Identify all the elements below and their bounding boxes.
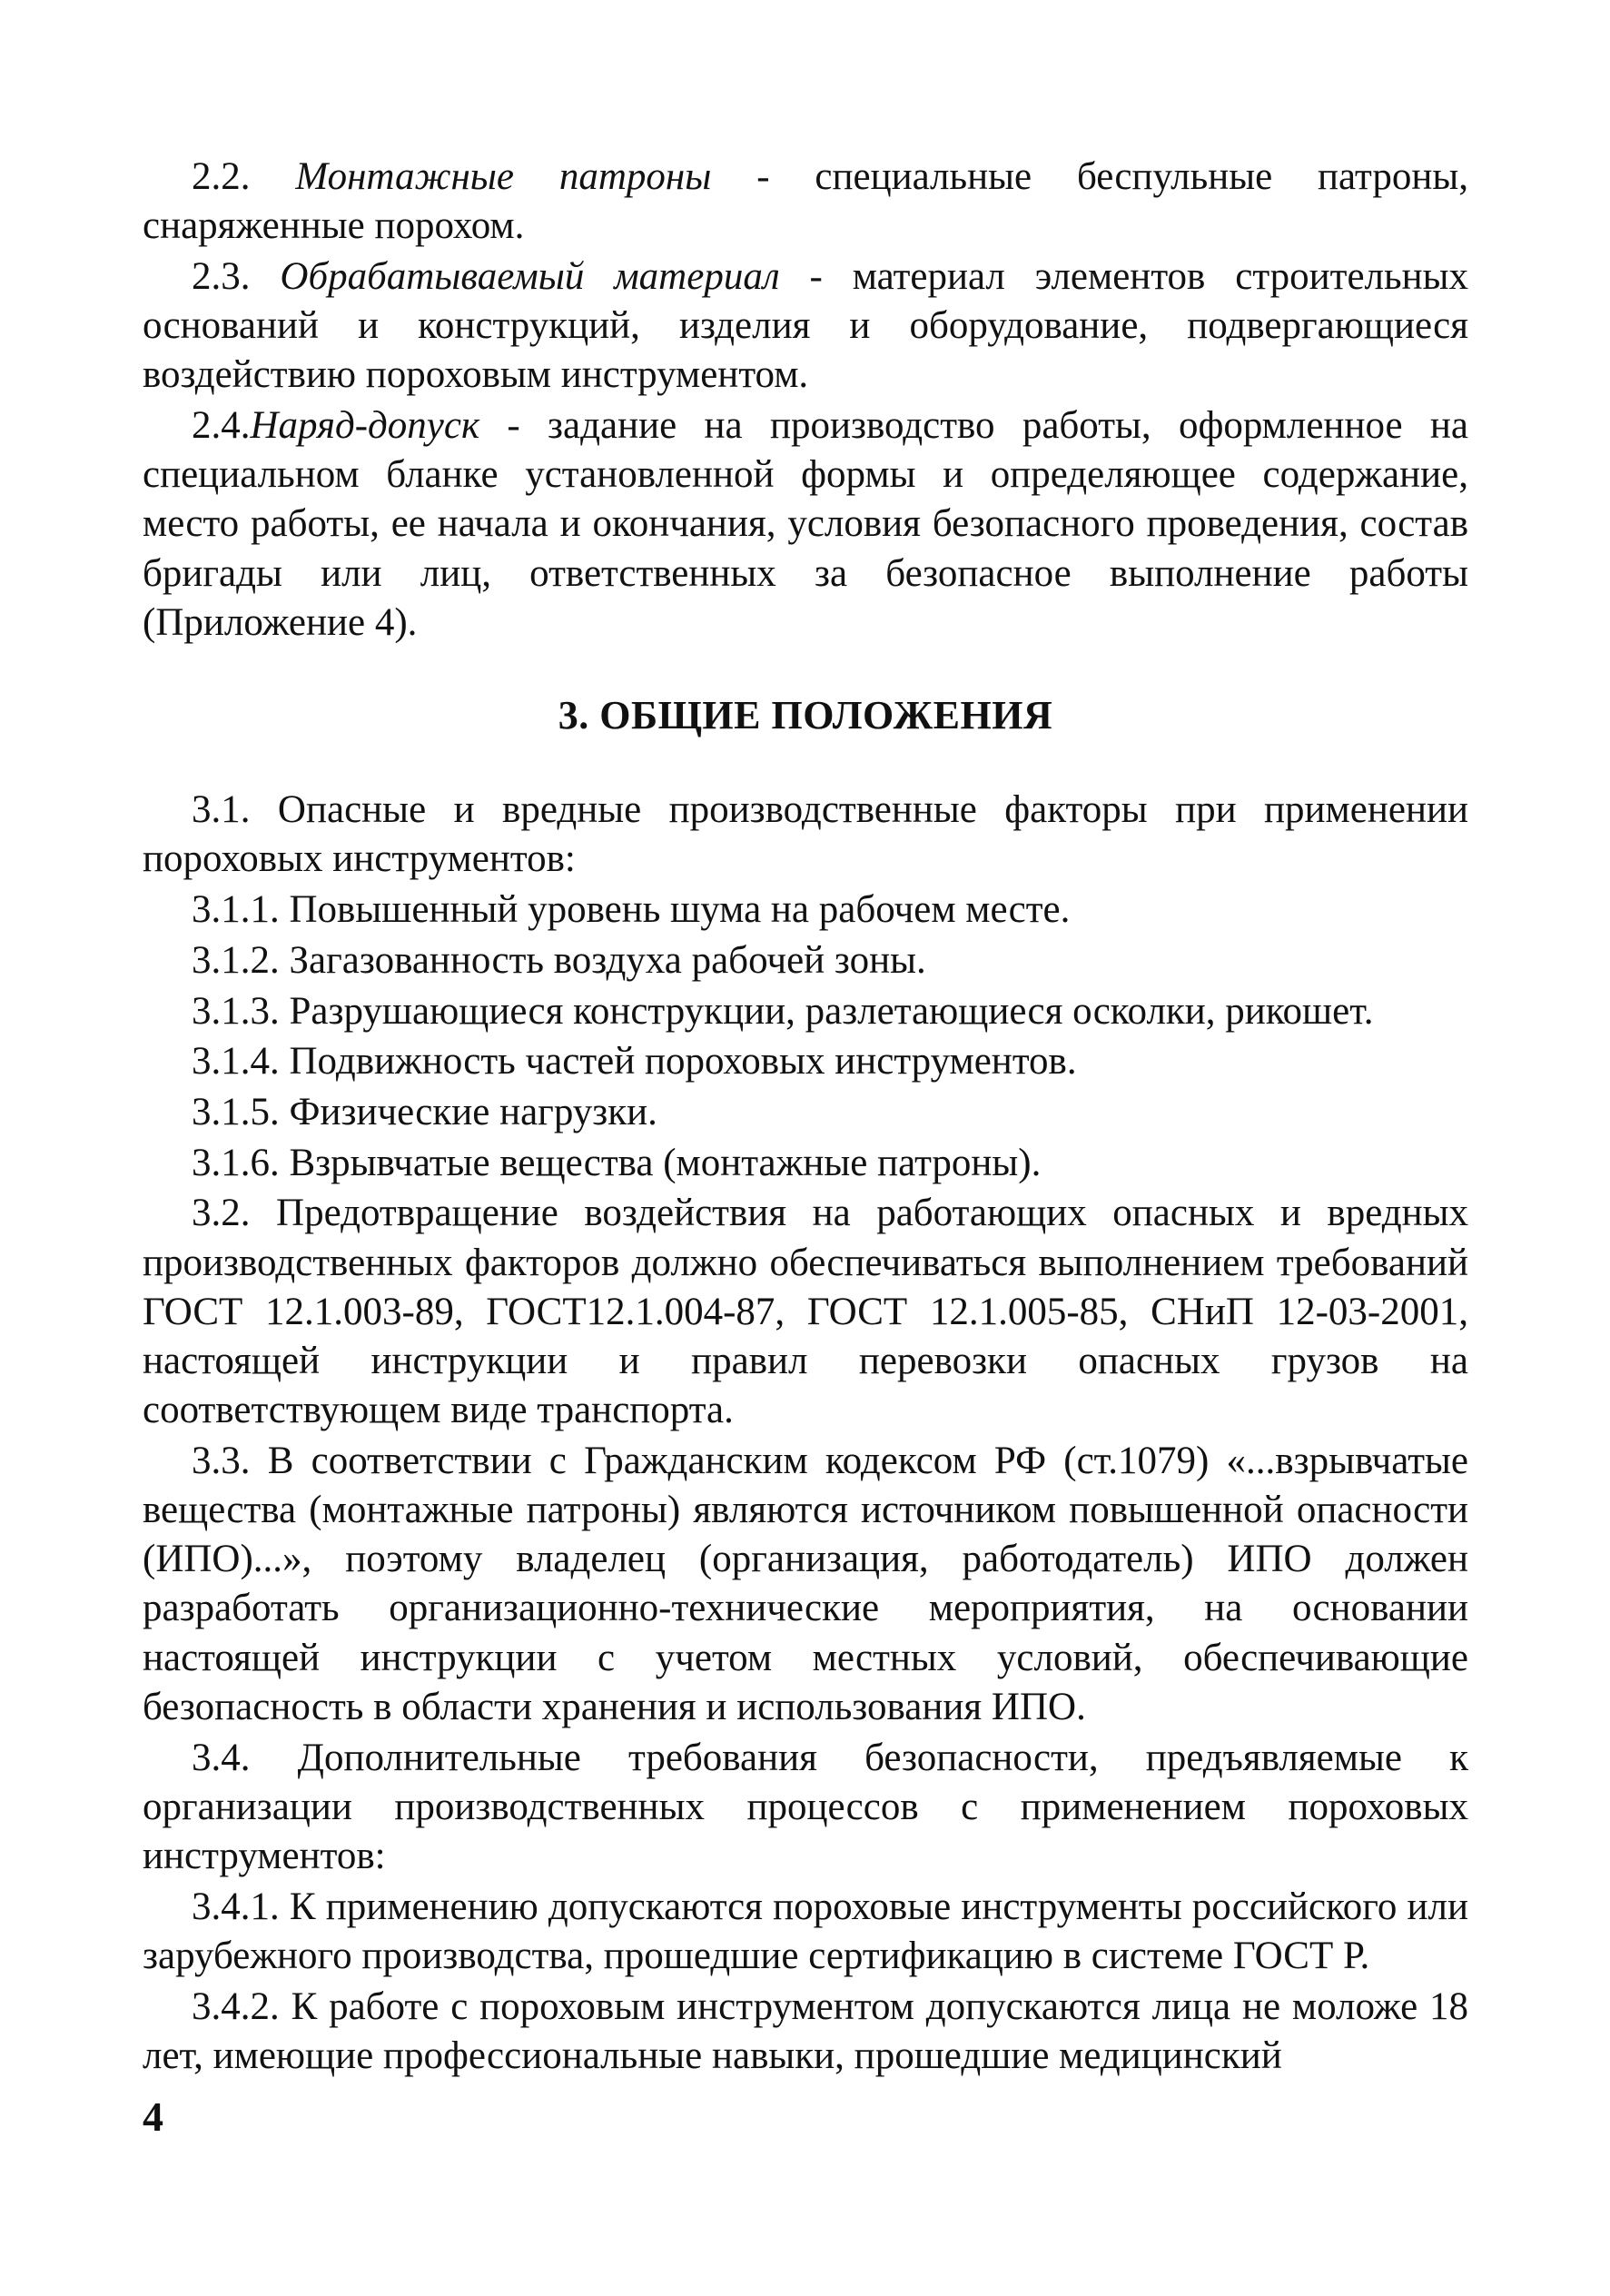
paragraph-3-1-6: 3.1.6. Взрывчатые вещества (монтажные патроны). [192,1141,1042,1184]
definition-term: Монтажные патроны [295,155,712,198]
paragraph-3-2: 3.2. Предотвращение воздействия на работающих опасных и вредных производственных факторов должно обеспечиваться выполнением требований ГОСТ 12.1.003-89, ГОСТ12.1.004-87, ГОСТ 12.1.005-85, СНиП 12-03-2001, настоящей инструкции и правил перевозки опасных грузов на соответствующем виде транспорта. [143,1192,1468,1432]
paragraph-3-4-1: 3.4.1. К применению допускаются пороховые инструменты российского или зарубежного производства, прошедшие сертификацию в системе ГОСТ Р. [143,1885,1468,1977]
paragraph-3-4-2: 3.4.2. К работе с пороховым инструментом допускаются лица не моложе 18 лет, имеющие профессиональные навыки, прошедшие медицинский [143,1984,1468,2077]
paragraph-3-4: 3.4. Дополнительные требования безопасности, предъявляемые к организации производственных процессов с применением пороховых инструментов: [143,1736,1468,1877]
paragraph-3-1: 3.1. Опасные и вредные производственные факторы при применении пороховых инструментов: [143,788,1468,881]
paragraph-3-1-4: 3.1.4. Подвижность частей пороховых инструментов. [192,1040,1077,1084]
page-number: 4 [143,2093,163,2140]
paragraph-3-3: 3.3. В соответствии с Гражданским кодексом РФ (ст.1079) «...взрывчатые вещества (монтажные патроны) являются источником повышенной опасности (ИПО)...», поэтому владелец (организация, работодатель) ИПО должен разработать организационно-технические мероприятия, на основании настоящей инструкции с учетом местных условий, обеспечивающие безопасность в области хранения и использования ИПО. [143,1439,1468,1728]
section-heading: 3. ОБЩИЕ ПОЛОЖЕНИЯ [558,693,1053,738]
paragraph-3-1-1: 3.1.1. Повышенный уровень шума на рабочем месте. [192,888,1071,932]
definition-text: - материал элементов строительных оснований и конструкций, изделия и оборудование, подвергающиеся воздействию пороховым инструментом. [143,254,1469,397]
definition-2-3 [143,252,1468,401]
paragraph-3-1-3: 3.1.3. Разрушающиеся конструкции, разлетающиеся осколки, рикошет. [192,989,1374,1033]
definition-number: 2.2. [192,155,251,198]
paragraph-3-1-5: 3.1.5. Физические нагрузки. [192,1090,657,1133]
definition-term: Обрабатываемый материал [280,254,780,298]
definition-term: Наряд-допуск [250,404,480,448]
document-page [143,153,1468,2081]
definition-number: 2.3. [192,254,251,298]
definition-text: - специальные беспульные патроны, снаряженные порохом. [143,155,1468,248]
definition-number: 2.4. [192,404,251,448]
definition-text: - задание на производство работы, оформленное на специальном бланке установленной формы и определяющее содержание, место работы, ее начала и окончания, условия безопасного проведения, состав бригады или лиц, ответственных за безопасное выполнение работы (Приложение 4). [143,404,1468,644]
definition-2-4 [143,401,1468,648]
paragraph-3-1-2: 3.1.2. Загазованность воздуха рабочей зоны. [192,938,926,982]
definition-2-2 [143,153,1468,251]
